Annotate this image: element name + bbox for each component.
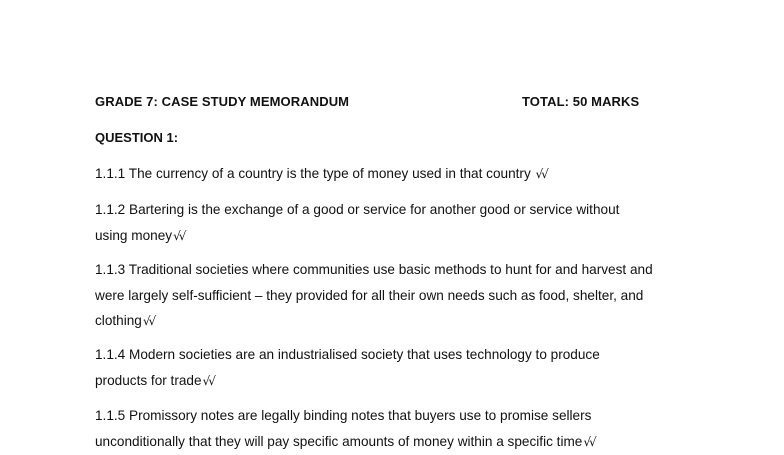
answer-line: 1.1.4 Modern societies are an industrialised society that uses technology to produce [95,347,600,362]
tick-marks-icon: √√ [535,167,547,181]
tick-marks-icon: √√ [173,228,185,243]
answer-1-1-4 [95,342,705,393]
memorandum-header [95,94,655,112]
answer-1-1-5 [95,403,705,454]
answer-line: 1.1.2 Bartering is the exchange of a good or service for another good or service without [95,202,620,217]
answer-line [95,368,705,394]
answer-text: 1.1.1 The currency of a country is the type of money used in that country [95,166,535,181]
answer-line: 1.1.3 Traditional societies where communities use basic methods to hunt for and harvest and [95,262,653,277]
answer-text: clothing [95,313,142,328]
memorandum-title: GRADE 7: CASE STUDY MEMORANDUM [95,94,350,109]
total-marks: TOTAL: 50 MARKS [522,94,640,109]
answer-line: 1.1.5 Promissory notes are legally binding notes that buyers use to promise sellers [95,408,592,423]
answer-line [95,223,705,249]
answer-text: products for trade [95,372,202,388]
answer-1-1-2 [95,197,705,248]
tick-marks-icon: √√ [583,434,595,449]
tick-marks-icon: √√ [202,373,214,388]
answer-text: unconditionally that they will pay specific amounts of money within a specific time [95,433,583,449]
answer-line: were largely self-sufficient – they provided for all their own needs such as food, shelter, and [95,287,644,303]
question-heading: QUESTION 1: [95,130,179,145]
answer-line [95,429,705,455]
answer-text: using money [95,227,173,243]
tick-marks-icon: √√ [142,314,155,328]
answer-1-1-1 [95,161,705,187]
answer-line [95,161,705,187]
answer-1-1-3 [95,257,705,334]
answer-line [95,308,705,334]
